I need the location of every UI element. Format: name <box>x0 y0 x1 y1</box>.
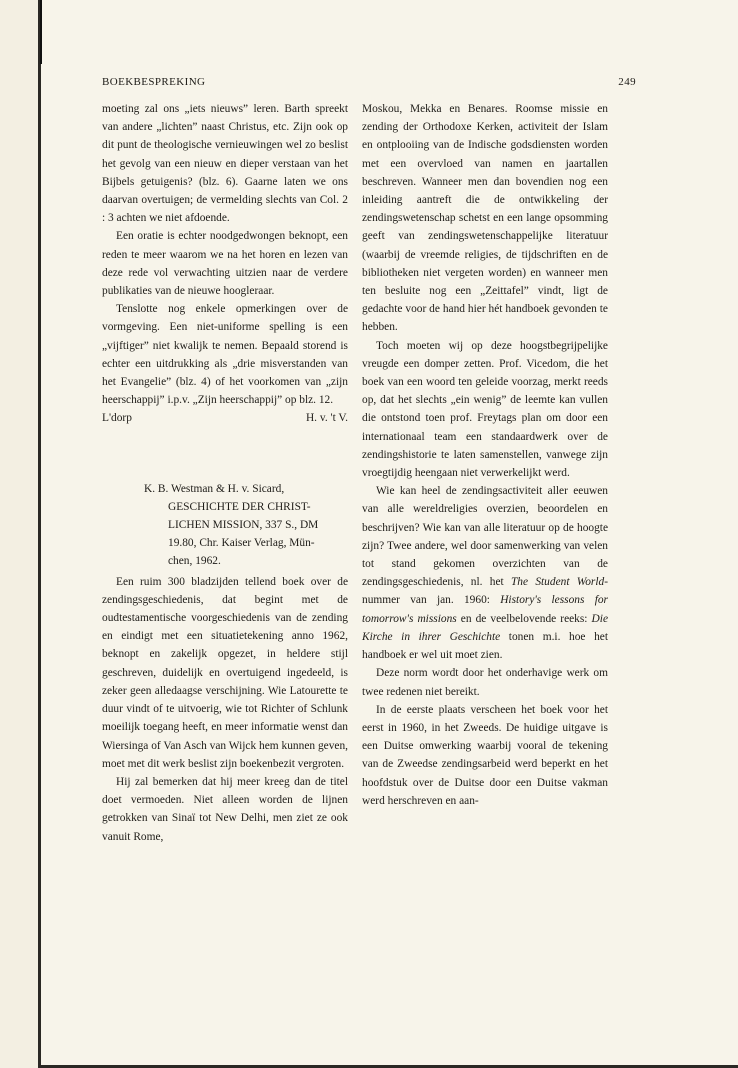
text-run: Wie kan heel de zendingsactiviteit aller eeuwen van alle wereldreligies overzien, beoordelen en beschrijven? Wie kan van alle literatuur op de hoogte zijn? Twee andere, wel door samenwerking van velen tot stand gekomen overzichten van de zendingsgeschiedenis, nl. het <box>362 485 608 589</box>
italic-title: The Student World <box>510 576 605 589</box>
right-column <box>362 100 608 810</box>
italic-title: Die Kirche in ihrer Geschichte <box>362 612 608 643</box>
paragraph: Tenslotte nog enkele opmerkingen over de vormgeving. Een niet-uniforme spelling is een „vijftiger” niet kwalijk te nemen. Bepaald storend is echter een uitdrukking als „drie misverstanden van het Evangelie” (blz. 4) of het voorkomen van „zijn heerschappij” i.p.v. „Zijn heerschappij” op blz. 12. <box>102 303 348 407</box>
paragraph: Toch moeten wij op deze hoogstbegrijpelijke vreugde een domper zetten. Prof. Vicedom, die het boek van een woord ten geleide voorzag, merkt reeds op, dat het slechts „ein wenig” de leemte kan vullen die ontstond toen prof. Freytags plan om door een internationaal team een standaardwerk over de zendingshistorie te laten samenstellen, vanwege zijn vroegtijdig heengaan niet verwerkelijkt werd. <box>362 339 608 480</box>
paragraph: Hij zal bemerken dat hij meer kreeg dan de titel doet vermoeden. Niet alleen worden de lijnen getrokken van Sinaï tot New Delhi, men ziet ze ook vanuit Rome, <box>102 775 348 843</box>
paragraph: Moskou, Mekka en Benares. Roomse missie en zending der Orthodoxe Kerken, activiteit der Islam en ontplooiing van de Indische godsdiensten worden met een overvloed van namen en jaartallen beschreven. Wanneer men dan bovendien nog een inleiding aantreft die de ontwikkeling der zendingswetenschap schetst en een lange opsomming geeft van zendingswetenschappelijke literatuur (waarbij de vreemde religies, de tijdschriften en de bibliotheken niet vergeten worden) en wanneer men ten besluite nog een „Zeittafel” vindt, ligt de gedachte voor de hand hier hét handboek gevonden te hebben. <box>362 103 608 334</box>
text-run: tonen m.i. hoe het handboek er wel uit moet zien. <box>362 630 608 662</box>
left-column <box>102 100 348 846</box>
paragraph: In de eerste plaats verscheen het boek voor het eerst in 1960, in het Zweeds. De huidige uitgave is een Duitse omwerking waarbij vooral de tekening van de Zweedse zendingsarbeid werd beperkt en het hoofdstuk over de Duitse door een Duitse vakman werd herschreven en aan- <box>362 703 608 807</box>
signature-place: L'dorp <box>102 412 132 425</box>
review-heading-publisher: 19.80, Chr. Kaiser Verlag, Mün- <box>168 537 315 550</box>
running-head <box>102 76 636 92</box>
review-heading <box>102 480 348 571</box>
text-run: en de veelbelovende reeks: <box>456 612 592 625</box>
italic-title: History's lessons for tomorrow's missions <box>362 594 608 625</box>
page-number: 249 <box>618 76 636 88</box>
paragraph: Een ruim 300 bladzijden tellend boek over de zendingsgeschiedenis, dat begint met de oudtestamentische voorgeschiedenis van de zending en eindigt met een situatietekening anno 1962, beknopt en zakelijk opgezet, in heldere stijl geschreven, duidelijk en overtuigend ingedeeld, is zeker geen alledaagse verschijning. Wie Latourette te duur vindt of te uitvoerig, wie tot Richter of Schlunk moeilijk toegang heeft, en meer informatie wenst dan Wiersinga of Van Asch van Wijck hem kunnen geven, moet met dit werk beslist zijn boekenbezit vergroten. <box>102 575 348 770</box>
review-heading-title-1: GESCHICHTE DER CHRIST- <box>168 500 311 513</box>
page-left-edge <box>38 0 41 1068</box>
binding-mark <box>40 0 42 64</box>
text-run: -nummer van jan. 1960: <box>362 576 608 607</box>
running-title: BOEKBESPREKING <box>102 76 206 88</box>
review-signature <box>102 409 348 427</box>
paragraph-with-titles <box>362 482 608 664</box>
paragraph: moeting zal ons „iets nieuws” leren. Barth spreekt van andere „lichten” naast Christus, etc. Zijn ook op dit punt de theologische vernieuwingen wel zo beslist het gevolg van een nieuw en dieper verstaan van het Bijbels getuigenis? (blz. 6). Gaarne laten we ons daarvan overtuigen; de vermelding slechts van Col. 2 : 3 achten we niet afdoende. <box>102 103 348 225</box>
paragraph: Deze norm wordt door het onderhavige werk om twee redenen niet bereikt. <box>362 667 608 698</box>
review-heading-title-2: LICHEN MISSION, 337 S., DM <box>168 519 319 532</box>
paragraph: Een oratie is echter noodgedwongen beknopt, een reden te meer waarom we na het horen en lezen van deze rede vol verwachting uitzien naar de verdere publikaties van de nieuwe hoogleraar. <box>102 230 348 298</box>
review-heading-year: chen, 1962. <box>168 555 221 568</box>
signature-author: H. v. 't V. <box>305 412 348 425</box>
review-heading-authors: K. B. Westman & H. v. Sicard, <box>144 482 285 495</box>
